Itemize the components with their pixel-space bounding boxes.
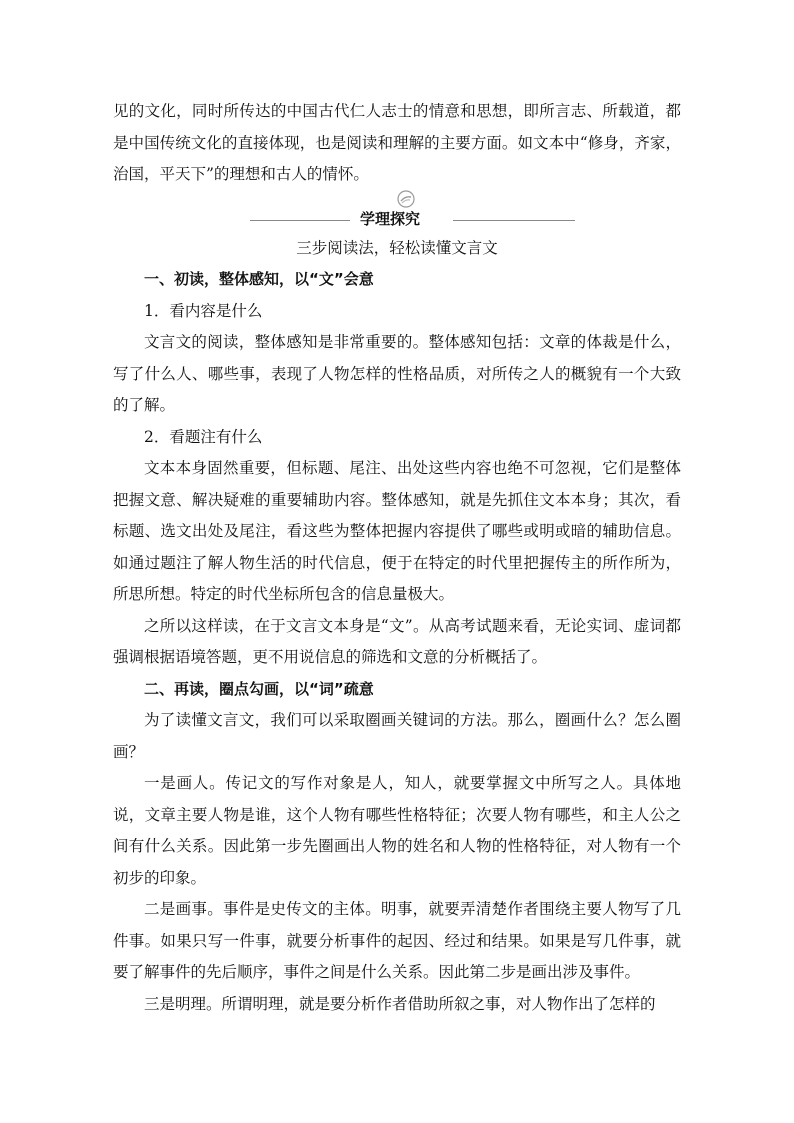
intro-paragraph: 见的文化，同时所传达的中国古代仁人志士的情意和思想，即所言志、所载道，都是中国传统文化的直接体现，也是阅读和理解的主要方面。如文本中“修身，齐家，治国，平天下”的理想和古人的情怀。 <box>113 102 681 183</box>
part2-heading: 二、再读，圈点勾画，以“词”疏意 <box>144 679 374 698</box>
part1-item2-title: 2．看题注有什么 <box>144 427 263 446</box>
section-banner <box>113 193 681 229</box>
part1-heading: 一、初读，整体感知，以“文”会意 <box>144 270 374 288</box>
part2-step2: 二是画事。事件是史传文的主体。明事，就要弄清楚作者围绕主要人物写了几件事。如果只写一件事，就要分析事件的起因、经过和结果。如果是写几件事，就要了解事件的先后顺序，事件之间是什么关系。因此第二步是画出涉及事件。 <box>113 900 681 981</box>
section-subtitle: 三步阅读法，轻松读懂文言文 <box>296 238 498 257</box>
part1-item1-text: 文言文的阅读，整体感知是非常重要的。整体感知包括：文章的体裁是什么，写了什么人、哪些事，表现了人物怎样的性格品质，对所传之人的概貌有一个大致的了解。 <box>113 333 681 414</box>
banner-rule-right <box>453 220 575 221</box>
part1-closing: 之所以这样读，在于文言文本身是“文”。从高考试题来看，无论实词、虚词都强调根据语境答题，更不用说信息的筛选和文意的分析概括了。 <box>113 616 681 666</box>
part1-item1-title: 1．看内容是什么 <box>144 301 263 320</box>
part2-step1: 一是画人。传记文的写作对象是人，知人，就要掌握文中所写之人。具体地说，文章主要人物是谁，这个人物有哪些性格特征；次要人物有哪些，和主人公之间有什么关系。因此第一步先圈画出人物的姓名和人物的性格特征，对人物有一个初步的印象。 <box>113 774 681 887</box>
part2-step3: 三是明理。所谓明理，就是要分析作者借助所叙之事，对人物作出了怎样的 <box>144 994 656 1013</box>
document-page <box>113 96 681 1020</box>
swoosh-icon <box>397 190 415 208</box>
part1-item2-text: 文本本身固然重要，但标题、尾注、出处这些内容也绝不可忽视，它们是整体把握文意、解决疑难的重要辅助内容。整体感知，就是先抓住文本本身；其次，看标题、选文出处及尾注，看这些为整体把握内容提供了哪些或明或暗的辅助信息。如通过题注了解人物生活的时代信息，便于在特定的时代里把握传主的所作所为，所思所想。特定的时代坐标所包含的信息量极大。 <box>113 459 681 603</box>
part2-intro: 为了读懂文言文，我们可以采取圈画关键词的方法。那么，圈画什么？怎么圈画？ <box>113 711 681 761</box>
section-title: 学理探究 <box>350 209 430 229</box>
